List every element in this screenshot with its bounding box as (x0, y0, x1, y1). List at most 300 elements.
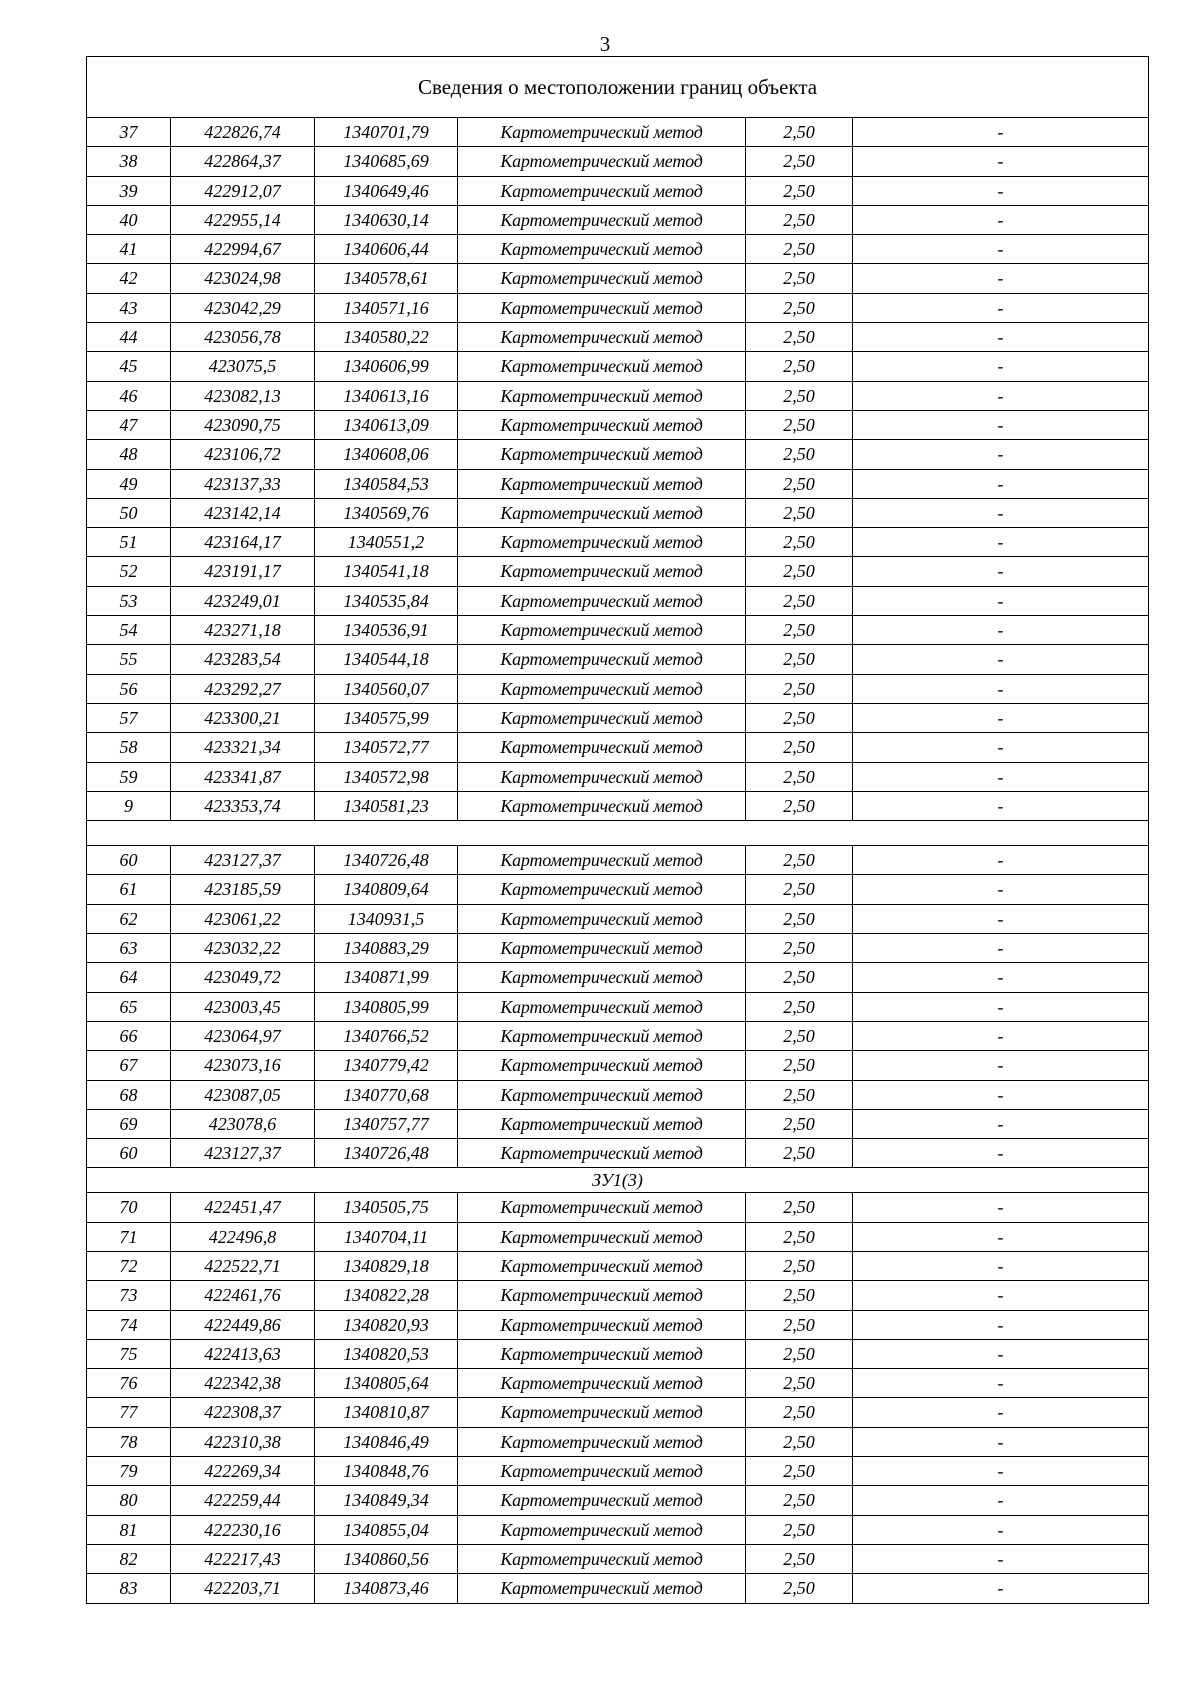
table-body (87, 57, 1149, 1604)
table-row (87, 1109, 1149, 1138)
accuracy: 2,50 (746, 381, 853, 410)
boundary-description: - (853, 616, 1149, 645)
determination-method: Картометрический метод (458, 1515, 746, 1544)
accuracy: 2,50 (746, 645, 853, 674)
table-row (87, 733, 1149, 762)
boundary-coordinates-table (86, 56, 1149, 1604)
table-row (87, 1251, 1149, 1280)
table-row (87, 1369, 1149, 1398)
boundary-description: - (853, 904, 1149, 933)
group-separator-row (87, 821, 1149, 846)
y-coordinate: 1340572,77 (315, 733, 458, 762)
boundary-description: - (853, 1251, 1149, 1280)
point-number: 50 (87, 498, 171, 527)
determination-method: Картометрический метод (458, 235, 746, 264)
point-number: 61 (87, 875, 171, 904)
x-coordinate: 422994,67 (171, 235, 315, 264)
x-coordinate: 422461,76 (171, 1281, 315, 1310)
point-number: 75 (87, 1339, 171, 1368)
y-coordinate: 1340855,04 (315, 1515, 458, 1544)
accuracy: 2,50 (746, 1574, 853, 1603)
accuracy: 2,50 (746, 1398, 853, 1427)
point-number: 80 (87, 1486, 171, 1515)
accuracy: 2,50 (746, 293, 853, 322)
section-label: ЗУ1(3) (87, 1168, 1149, 1193)
boundary-description: - (853, 352, 1149, 381)
y-coordinate: 1340805,99 (315, 992, 458, 1021)
boundary-description: - (853, 1109, 1149, 1138)
accuracy: 2,50 (746, 1310, 853, 1339)
boundary-description: - (853, 1574, 1149, 1603)
table-row (87, 645, 1149, 674)
determination-method: Картометрический метод (458, 176, 746, 205)
determination-method: Картометрический метод (458, 1369, 746, 1398)
table-row (87, 762, 1149, 791)
x-coordinate: 422310,38 (171, 1427, 315, 1456)
x-coordinate: 422308,37 (171, 1398, 315, 1427)
boundary-description: - (853, 176, 1149, 205)
x-coordinate: 422496,8 (171, 1222, 315, 1251)
determination-method: Картометрический метод (458, 498, 746, 527)
point-number: 60 (87, 846, 171, 875)
accuracy: 2,50 (746, 1515, 853, 1544)
y-coordinate: 1340931,5 (315, 904, 458, 933)
table-row (87, 323, 1149, 352)
table-row (87, 1281, 1149, 1310)
x-coordinate: 422413,63 (171, 1339, 315, 1368)
table-row (87, 791, 1149, 820)
boundary-description: - (853, 1222, 1149, 1251)
table-row (87, 498, 1149, 527)
table-row (87, 616, 1149, 645)
determination-method: Картометрический метод (458, 293, 746, 322)
determination-method: Картометрический метод (458, 1139, 746, 1168)
x-coordinate: 422451,47 (171, 1193, 315, 1222)
determination-method: Картометрический метод (458, 557, 746, 586)
x-coordinate: 422217,43 (171, 1544, 315, 1573)
determination-method: Картометрический метод (458, 381, 746, 410)
y-coordinate: 1340757,77 (315, 1109, 458, 1138)
y-coordinate: 1340606,99 (315, 352, 458, 381)
boundary-description: - (853, 1051, 1149, 1080)
x-coordinate: 423353,74 (171, 791, 315, 820)
accuracy: 2,50 (746, 1193, 853, 1222)
boundary-description: - (853, 469, 1149, 498)
x-coordinate: 422230,16 (171, 1515, 315, 1544)
accuracy: 2,50 (746, 352, 853, 381)
point-number: 74 (87, 1310, 171, 1339)
determination-method: Картометрический метод (458, 1339, 746, 1368)
y-coordinate: 1340578,61 (315, 264, 458, 293)
boundary-description: - (853, 586, 1149, 615)
determination-method: Картометрический метод (458, 1222, 746, 1251)
table-row (87, 963, 1149, 992)
accuracy: 2,50 (746, 733, 853, 762)
point-number: 54 (87, 616, 171, 645)
point-number: 41 (87, 235, 171, 264)
determination-method: Картометрический метод (458, 904, 746, 933)
y-coordinate: 1340613,09 (315, 410, 458, 439)
determination-method: Картометрический метод (458, 674, 746, 703)
point-number: 40 (87, 205, 171, 234)
accuracy: 2,50 (746, 1222, 853, 1251)
determination-method: Картометрический метод (458, 440, 746, 469)
y-coordinate: 1340630,14 (315, 205, 458, 234)
y-coordinate: 1340871,99 (315, 963, 458, 992)
accuracy: 2,50 (746, 1427, 853, 1456)
y-coordinate: 1340536,91 (315, 616, 458, 645)
table-row (87, 1051, 1149, 1080)
table-row (87, 1222, 1149, 1251)
table-row (87, 147, 1149, 176)
accuracy: 2,50 (746, 1109, 853, 1138)
x-coordinate: 422269,34 (171, 1457, 315, 1486)
boundary-description: - (853, 557, 1149, 586)
determination-method: Картометрический метод (458, 616, 746, 645)
determination-method: Картометрический метод (458, 1281, 746, 1310)
table-row (87, 118, 1149, 147)
point-number: 62 (87, 904, 171, 933)
point-number: 69 (87, 1109, 171, 1138)
accuracy: 2,50 (746, 1080, 853, 1109)
table-row (87, 1544, 1149, 1573)
accuracy: 2,50 (746, 791, 853, 820)
table-row (87, 992, 1149, 1021)
y-coordinate: 1340810,87 (315, 1398, 458, 1427)
table-row (87, 1310, 1149, 1339)
x-coordinate: 423127,37 (171, 846, 315, 875)
table-row (87, 1080, 1149, 1109)
boundary-description: - (853, 1486, 1149, 1515)
y-coordinate: 1340779,42 (315, 1051, 458, 1080)
determination-method: Картометрический метод (458, 205, 746, 234)
point-number: 65 (87, 992, 171, 1021)
boundary-description: - (853, 1193, 1149, 1222)
determination-method: Картометрический метод (458, 1051, 746, 1080)
y-coordinate: 1340505,75 (315, 1193, 458, 1222)
table-row (87, 1193, 1149, 1222)
x-coordinate: 422203,71 (171, 1574, 315, 1603)
accuracy: 2,50 (746, 992, 853, 1021)
y-coordinate: 1340701,79 (315, 118, 458, 147)
x-coordinate: 423191,17 (171, 557, 315, 586)
accuracy: 2,50 (746, 1339, 853, 1368)
accuracy: 2,50 (746, 846, 853, 875)
boundary-description: - (853, 992, 1149, 1021)
accuracy: 2,50 (746, 1281, 853, 1310)
boundary-description: - (853, 762, 1149, 791)
point-number: 47 (87, 410, 171, 439)
determination-method: Картометрический метод (458, 992, 746, 1021)
determination-method: Картометрический метод (458, 1193, 746, 1222)
table-row (87, 205, 1149, 234)
determination-method: Картометрический метод (458, 1109, 746, 1138)
y-coordinate: 1340704,11 (315, 1222, 458, 1251)
y-coordinate: 1340581,23 (315, 791, 458, 820)
boundary-description: - (853, 410, 1149, 439)
table-row (87, 293, 1149, 322)
determination-method: Картометрический метод (458, 147, 746, 176)
point-number: 76 (87, 1369, 171, 1398)
y-coordinate: 1340726,48 (315, 1139, 458, 1168)
point-number: 53 (87, 586, 171, 615)
table-row (87, 1427, 1149, 1456)
accuracy: 2,50 (746, 1139, 853, 1168)
y-coordinate: 1340575,99 (315, 703, 458, 732)
accuracy: 2,50 (746, 703, 853, 732)
x-coordinate: 423078,6 (171, 1109, 315, 1138)
accuracy: 2,50 (746, 323, 853, 352)
group-separator-row (87, 1168, 1149, 1193)
boundary-description: - (853, 1369, 1149, 1398)
accuracy: 2,50 (746, 1457, 853, 1486)
x-coordinate: 423056,78 (171, 323, 315, 352)
point-number: 78 (87, 1427, 171, 1456)
boundary-description: - (853, 323, 1149, 352)
y-coordinate: 1340613,16 (315, 381, 458, 410)
table-row (87, 557, 1149, 586)
x-coordinate: 423142,14 (171, 498, 315, 527)
table-row (87, 1457, 1149, 1486)
table-row (87, 904, 1149, 933)
determination-method: Картометрический метод (458, 352, 746, 381)
point-number: 59 (87, 762, 171, 791)
point-number: 81 (87, 1515, 171, 1544)
point-number: 60 (87, 1139, 171, 1168)
accuracy: 2,50 (746, 469, 853, 498)
point-number: 37 (87, 118, 171, 147)
determination-method: Картометрический метод (458, 846, 746, 875)
point-number: 51 (87, 528, 171, 557)
table-row (87, 381, 1149, 410)
table-row (87, 469, 1149, 498)
determination-method: Картометрический метод (458, 875, 746, 904)
boundary-description: - (853, 963, 1149, 992)
table-row (87, 176, 1149, 205)
table-row (87, 352, 1149, 381)
accuracy: 2,50 (746, 1544, 853, 1573)
point-number: 70 (87, 1193, 171, 1222)
y-coordinate: 1340766,52 (315, 1021, 458, 1050)
boundary-description: - (853, 846, 1149, 875)
boundary-description: - (853, 235, 1149, 264)
y-coordinate: 1340860,56 (315, 1544, 458, 1573)
x-coordinate: 423090,75 (171, 410, 315, 439)
table-title-row (87, 57, 1149, 118)
y-coordinate: 1340608,06 (315, 440, 458, 469)
accuracy: 2,50 (746, 235, 853, 264)
y-coordinate: 1340544,18 (315, 645, 458, 674)
y-coordinate: 1340848,76 (315, 1457, 458, 1486)
determination-method: Картометрический метод (458, 1080, 746, 1109)
y-coordinate: 1340685,69 (315, 147, 458, 176)
y-coordinate: 1340571,16 (315, 293, 458, 322)
point-number: 72 (87, 1251, 171, 1280)
point-number: 73 (87, 1281, 171, 1310)
table-row (87, 440, 1149, 469)
point-number: 63 (87, 934, 171, 963)
x-coordinate: 422912,07 (171, 176, 315, 205)
point-number: 67 (87, 1051, 171, 1080)
point-number: 48 (87, 440, 171, 469)
y-coordinate: 1340805,64 (315, 1369, 458, 1398)
point-number: 43 (87, 293, 171, 322)
x-coordinate: 422955,14 (171, 205, 315, 234)
y-coordinate: 1340829,18 (315, 1251, 458, 1280)
accuracy: 2,50 (746, 674, 853, 703)
accuracy: 2,50 (746, 264, 853, 293)
x-coordinate: 423042,29 (171, 293, 315, 322)
x-coordinate: 423075,5 (171, 352, 315, 381)
boundary-description: - (853, 645, 1149, 674)
table-row (87, 1339, 1149, 1368)
x-coordinate: 423292,27 (171, 674, 315, 703)
accuracy: 2,50 (746, 1021, 853, 1050)
boundary-description: - (853, 1339, 1149, 1368)
accuracy: 2,50 (746, 875, 853, 904)
table-row (87, 703, 1149, 732)
accuracy: 2,50 (746, 118, 853, 147)
x-coordinate: 423271,18 (171, 616, 315, 645)
y-coordinate: 1340541,18 (315, 557, 458, 586)
x-coordinate: 422864,37 (171, 147, 315, 176)
determination-method: Картометрический метод (458, 1251, 746, 1280)
determination-method: Картометрический метод (458, 469, 746, 498)
y-coordinate: 1340560,07 (315, 674, 458, 703)
determination-method: Картометрический метод (458, 645, 746, 674)
boundary-description: - (853, 147, 1149, 176)
boundary-description: - (853, 381, 1149, 410)
x-coordinate: 423087,05 (171, 1080, 315, 1109)
determination-method: Картометрический метод (458, 791, 746, 820)
x-coordinate: 422522,71 (171, 1251, 315, 1280)
y-coordinate: 1340606,44 (315, 235, 458, 264)
boundary-description: - (853, 440, 1149, 469)
determination-method: Картометрический метод (458, 934, 746, 963)
point-number: 66 (87, 1021, 171, 1050)
point-number: 42 (87, 264, 171, 293)
x-coordinate: 423024,98 (171, 264, 315, 293)
accuracy: 2,50 (746, 762, 853, 791)
accuracy: 2,50 (746, 410, 853, 439)
point-number: 57 (87, 703, 171, 732)
point-number: 45 (87, 352, 171, 381)
point-number: 64 (87, 963, 171, 992)
accuracy: 2,50 (746, 528, 853, 557)
x-coordinate: 423003,45 (171, 992, 315, 1021)
table-row (87, 528, 1149, 557)
x-coordinate: 422826,74 (171, 118, 315, 147)
accuracy: 2,50 (746, 934, 853, 963)
determination-method: Картометрический метод (458, 1398, 746, 1427)
accuracy: 2,50 (746, 440, 853, 469)
y-coordinate: 1340809,64 (315, 875, 458, 904)
x-coordinate: 423164,17 (171, 528, 315, 557)
x-coordinate: 423249,01 (171, 586, 315, 615)
y-coordinate: 1340822,28 (315, 1281, 458, 1310)
table-row (87, 410, 1149, 439)
y-coordinate: 1340820,93 (315, 1310, 458, 1339)
determination-method: Картометрический метод (458, 323, 746, 352)
x-coordinate: 423283,54 (171, 645, 315, 674)
boundary-description: - (853, 1515, 1149, 1544)
point-number: 38 (87, 147, 171, 176)
y-coordinate: 1340569,76 (315, 498, 458, 527)
boundary-description: - (853, 1310, 1149, 1339)
boundary-description: - (853, 293, 1149, 322)
point-number: 56 (87, 674, 171, 703)
table-row (87, 586, 1149, 615)
determination-method: Картометрический метод (458, 1574, 746, 1603)
accuracy: 2,50 (746, 557, 853, 586)
x-coordinate: 423341,87 (171, 762, 315, 791)
boundary-description: - (853, 733, 1149, 762)
point-number: 82 (87, 1544, 171, 1573)
y-coordinate: 1340770,68 (315, 1080, 458, 1109)
boundary-description: - (853, 1544, 1149, 1573)
boundary-description: - (853, 1457, 1149, 1486)
determination-method: Картометрический метод (458, 963, 746, 992)
boundary-description: - (853, 703, 1149, 732)
x-coordinate: 423300,21 (171, 703, 315, 732)
accuracy: 2,50 (746, 1369, 853, 1398)
accuracy: 2,50 (746, 586, 853, 615)
table-row (87, 846, 1149, 875)
accuracy: 2,50 (746, 963, 853, 992)
x-coordinate: 422259,44 (171, 1486, 315, 1515)
determination-method: Картометрический метод (458, 586, 746, 615)
page-number: 3 (599, 32, 611, 56)
table-row (87, 1486, 1149, 1515)
point-number: 71 (87, 1222, 171, 1251)
boundary-description: - (853, 875, 1149, 904)
blank-separator (87, 821, 1149, 846)
x-coordinate: 423061,22 (171, 904, 315, 933)
x-coordinate: 423137,33 (171, 469, 315, 498)
y-coordinate: 1340535,84 (315, 586, 458, 615)
point-number: 49 (87, 469, 171, 498)
y-coordinate: 1340846,49 (315, 1427, 458, 1456)
determination-method: Картометрический метод (458, 1486, 746, 1515)
table-row (87, 875, 1149, 904)
x-coordinate: 423127,37 (171, 1139, 315, 1168)
determination-method: Картометрический метод (458, 1310, 746, 1339)
accuracy: 2,50 (746, 498, 853, 527)
determination-method: Картометрический метод (458, 1427, 746, 1456)
determination-method: Картометрический метод (458, 118, 746, 147)
table-row (87, 1574, 1149, 1603)
determination-method: Картометрический метод (458, 703, 746, 732)
x-coordinate: 423106,72 (171, 440, 315, 469)
determination-method: Картометрический метод (458, 264, 746, 293)
y-coordinate: 1340849,34 (315, 1486, 458, 1515)
boundary-description: - (853, 1021, 1149, 1050)
table-row (87, 1021, 1149, 1050)
x-coordinate: 423082,13 (171, 381, 315, 410)
y-coordinate: 1340649,46 (315, 176, 458, 205)
determination-method: Картометрический метод (458, 528, 746, 557)
y-coordinate: 1340873,46 (315, 1574, 458, 1603)
accuracy: 2,50 (746, 1251, 853, 1280)
accuracy: 2,50 (746, 1051, 853, 1080)
boundary-description: - (853, 264, 1149, 293)
y-coordinate: 1340820,53 (315, 1339, 458, 1368)
boundary-description: - (853, 791, 1149, 820)
table-row (87, 674, 1149, 703)
point-number: 68 (87, 1080, 171, 1109)
table-row (87, 235, 1149, 264)
boundary-description: - (853, 1398, 1149, 1427)
